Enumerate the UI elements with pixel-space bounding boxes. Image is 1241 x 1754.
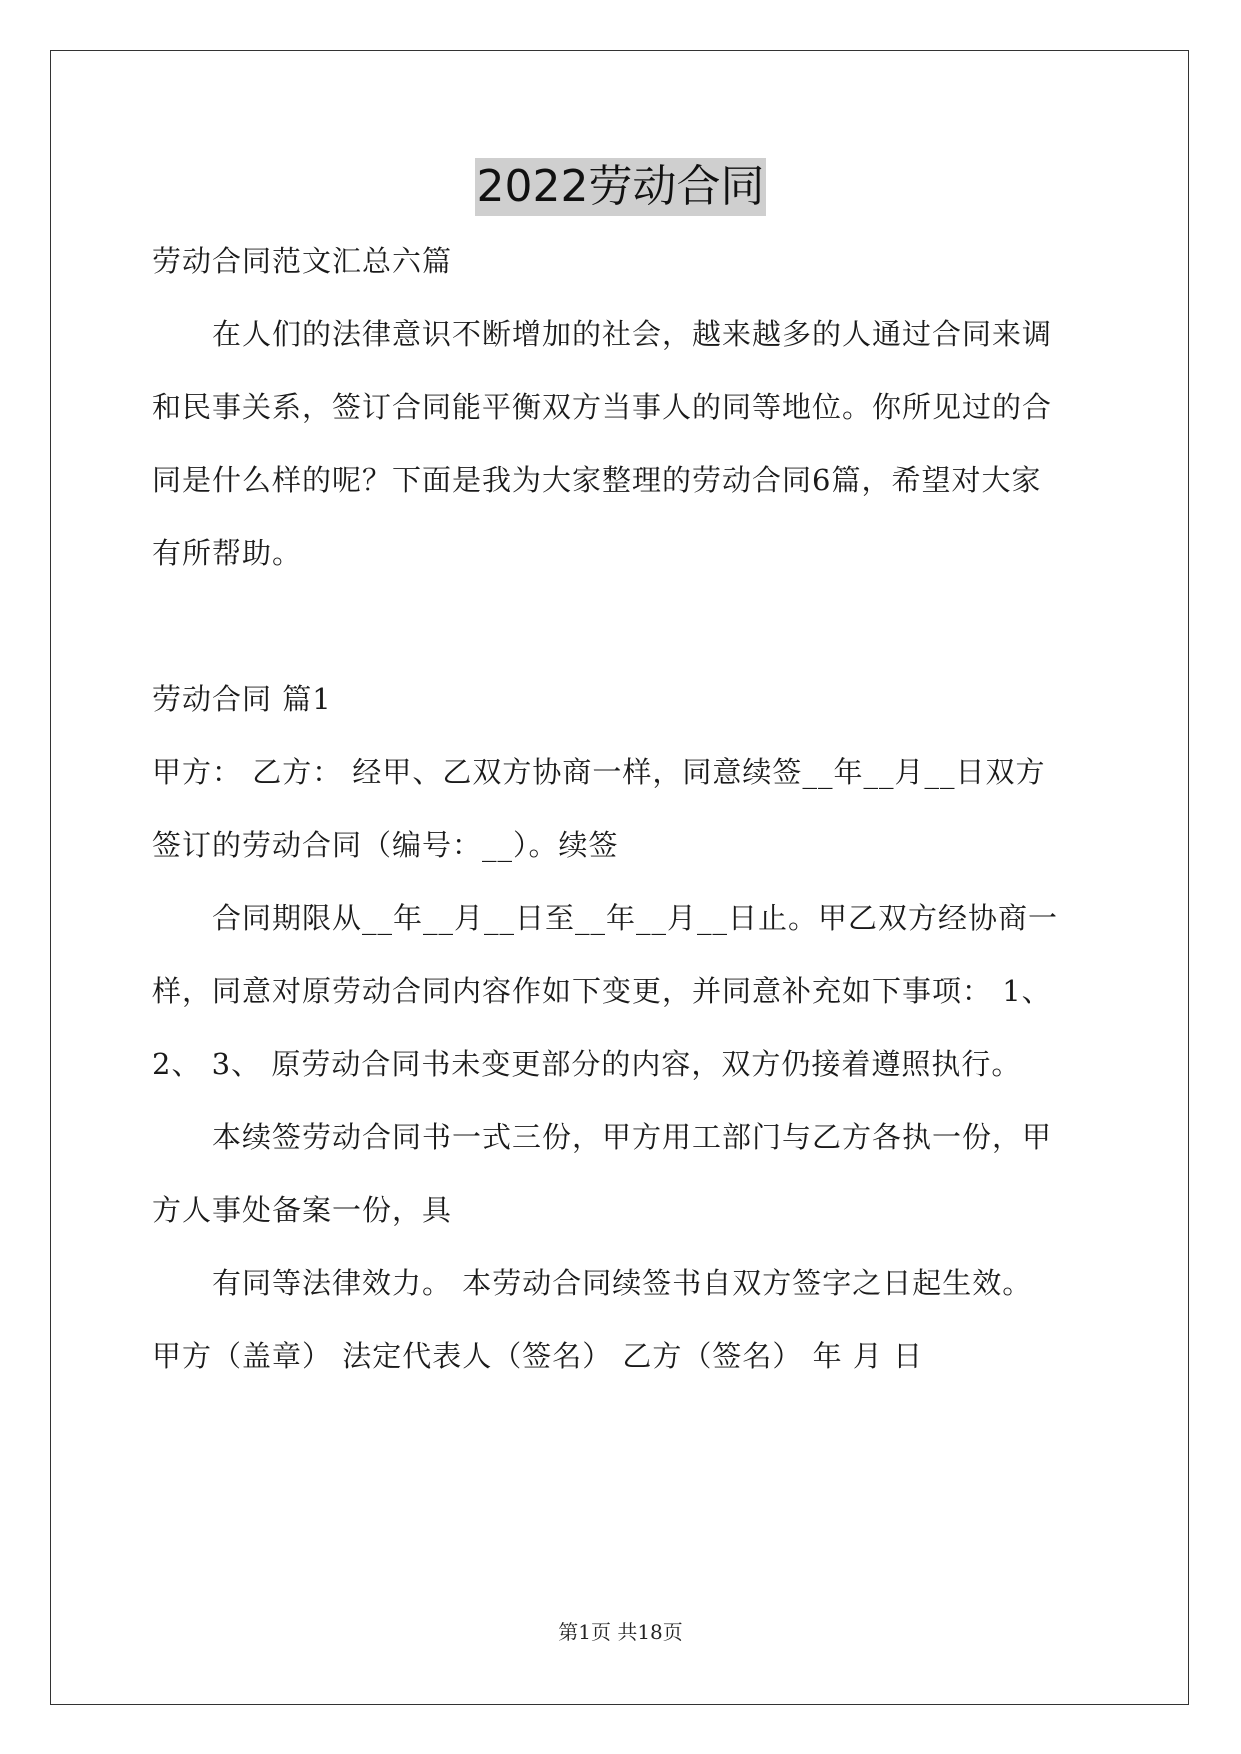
page-border: [50, 50, 1189, 1705]
signature-line: 甲方（盖章） 法定代表人（签名） 乙方（签名） 年 月 日: [152, 1339, 924, 1373]
page-footer: 第1页 共18页: [558, 1620, 683, 1644]
paragraph-line: 甲方： 乙方： 经甲、乙双方协商一样，同意续签__年__月__日双方: [152, 755, 1046, 789]
paragraph-line: 本续签劳动合同书一式三份，甲方用工部门与乙方各执一份，甲: [212, 1120, 1053, 1154]
paragraph-line: 在人们的法律意识不断增加的社会，越来越多的人通过合同来调: [212, 317, 1053, 351]
paragraph-line: 样，同意对原劳动合同内容作如下变更，并同意补充如下事项： 1、: [152, 974, 1052, 1008]
paragraph-line: 合同期限从__年__月__日至__年__月__日止。甲乙双方经协商一: [212, 901, 1059, 935]
title-container: [0, 158, 1241, 216]
document-title: 2022劳动合同: [475, 158, 767, 216]
paragraph-line: 方人事处备案一份，具: [152, 1193, 453, 1227]
subtitle-line: 劳动合同范文汇总六篇: [152, 244, 453, 278]
paragraph-line: 有同等法律效力。 本劳动合同续签书自双方签字之日起生效。: [212, 1266, 1033, 1300]
paragraph-line: 和民事关系，签订合同能平衡双方当事人的同等地位。你所见过的合: [152, 390, 1053, 424]
section-heading: 劳动合同 篇1: [152, 682, 332, 716]
paragraph-line: 2、 3、 原劳动合同书未变更部分的内容，双方仍接着遵照执行。: [152, 1047, 1022, 1081]
paragraph-line: 签订的劳动合同（编号：__）。续签: [152, 828, 619, 862]
paragraph-line: 同是什么样的呢？下面是我为大家整理的劳动合同6篇，希望对大家: [152, 463, 1042, 497]
paragraph-line: 有所帮助。: [152, 536, 303, 570]
